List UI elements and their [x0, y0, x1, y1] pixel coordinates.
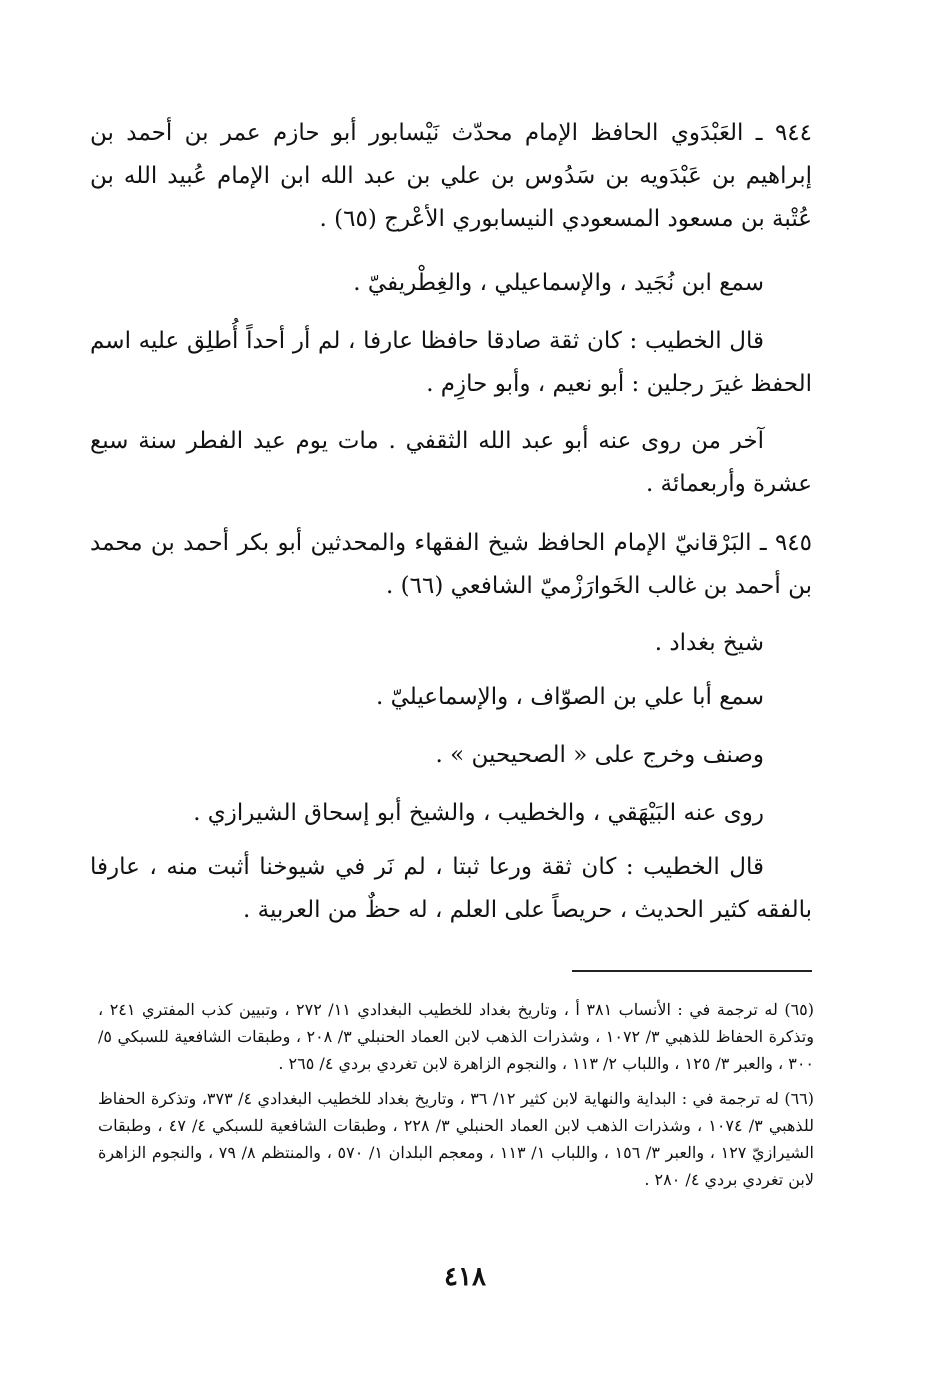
footnote-separator [572, 970, 812, 972]
entry-945-heading: ٩٤٥ ـ البَرْقانيّ الإمام الحافظ شيخ الفقهاء والمحدثين أبو بكر أحمد بن محمد بن أحمد بن غالب الخَوارَزْميّ الشافعي (٦٦) . [90, 530, 812, 599]
footnote-65: (٦٥) له ترجمة في : الأنساب ٣٨١ أ ، وتاريخ بغداد للخطيب البغدادي ١١/ ٢٧٢ ، وتبيين كذب المفتري ٢٤١ ، وتذكرة الحفاظ للذهبي ٣/ ١٠٧٢ ، وشذرات الذهب لابن العماد الحنبلي ٣/ ٢٠٨ ، وطبقات الشافعية للسبكي ٥/ ٣٠٠ ، والعبر ٣/ ١٢٥ ، واللباب ٢/ ١١٣ ، والنجوم الزاهرة لابن تغردي بردي ٤/ ٢٦٥ . [98, 1000, 815, 1073]
page-number: ٤١٨ [444, 1262, 486, 1292]
entry-944-paragraph-3: آخر من روى عنه أبو عبد الله الثقفي . مات يوم عيد الفطر سنة سبع عشرة وأربعمائة . [90, 428, 812, 497]
entry-944-heading: ٩٤٤ ـ العَبْدَوي الحافظ الإمام محدّث نَيْسابور أبو حازم عمر بن أحمد بن إبراهيم بن عَبْدَويه بن سَدُوس بن علي بن عبد الله ابن الإمام عُبيد الله بن عُتْبة بن مسعود المسعودي النيسابوري الأعْرج (٦٥) . [90, 120, 812, 232]
entry-945-paragraph-5: قال الخطيب : كان ثقة ورعا ثبتا ، لم نَر في شيوخنا أثبت منه ، عارفا بالفقه كثير الحديث ، حريصاً على العلم ، له حظٌ من العربية . [90, 854, 812, 923]
footnote-66: (٦٦) له ترجمة في : البداية والنهاية لابن كثير ١٢/ ٣٦ ، وتاريخ بغداد للخطيب البغدادي ٤/ ٣٧٣، وتذكرة الحفاظ للذهبي ٣/ ١٠٧٤ ، وشذرات الذهب لابن العماد الحنبلي ٣/ ٢٢٨ ، وطبقات الشافعية للسبكي ٤/ ٤٧ ، وطبقات الشيرازيّ ١٢٧ ، والعبر ٣/ ١٥٦ ، واللباب ١/ ١١٣ ، ومعجم البلدان ١/ ٥٧٠ ، والمنتظم ٨/ ٧٩ ، والنجوم الزاهرة لابن تغردي بردي ٤/ ٢٨٠ . [98, 1089, 815, 1189]
entry-945-paragraph-3: وصنف وخرج على « الصحيحين » . [435, 742, 764, 768]
entry-944-paragraph-1: سمع ابن نُجَيد ، والإسماعيلي ، والغِطْريفيّ . [353, 270, 764, 296]
entry-945-paragraph-1: شيخ بغداد . [654, 630, 764, 656]
entry-945-paragraph-2: سمع أبا علي بن الصوّاف ، والإسماعيليّ . [375, 684, 764, 710]
entry-944-paragraph-2: قال الخطيب : كان ثقة صادقا حافظا عارفا ، لم أر أحداً أُطلِق عليه اسم الحفظ غيرَ رجلين : أبو نعيم ، وأبو حازِم . [90, 328, 812, 397]
entry-945-paragraph-4: روى عنه البَيْهَقي ، والخطيب ، والشيخ أبو إسحاق الشيرازي . [193, 800, 764, 826]
